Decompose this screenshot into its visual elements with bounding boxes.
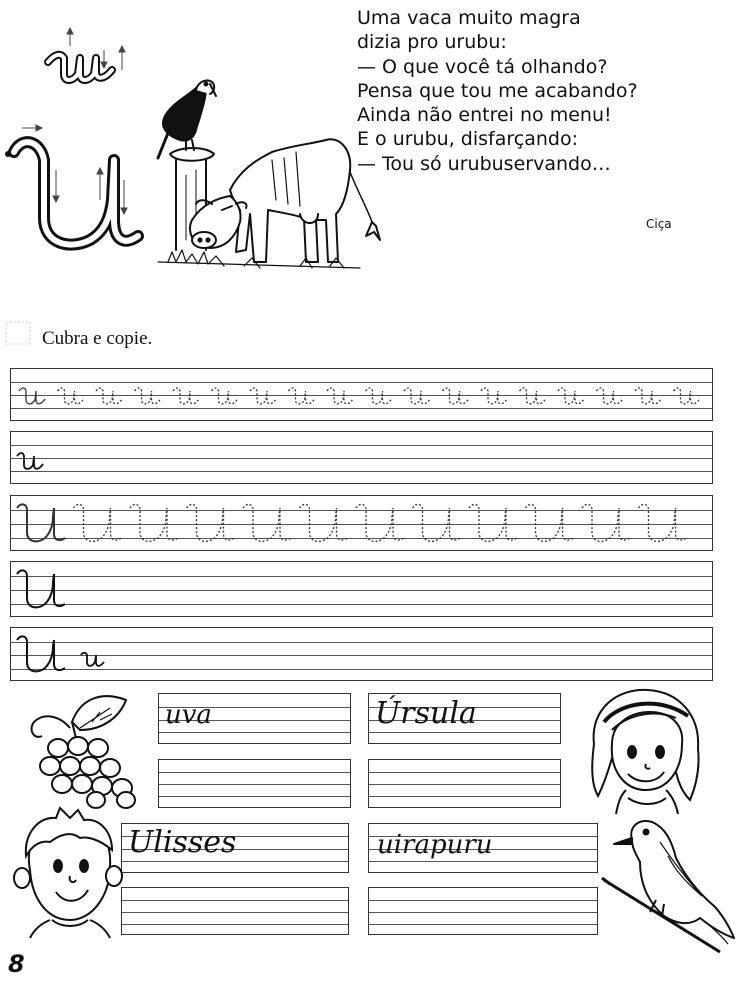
instruction-text: Cubra e copie. bbox=[42, 328, 153, 349]
copy-box-ulisses[interactable] bbox=[121, 887, 349, 935]
word-ulisses: Ulisses bbox=[128, 825, 237, 860]
traced-lowercase-u bbox=[443, 388, 469, 404]
traced-lowercase-u bbox=[366, 388, 392, 404]
traced-lowercase-u bbox=[404, 388, 430, 404]
traced-uppercase-u bbox=[130, 504, 178, 541]
traced-uppercase-u bbox=[300, 504, 348, 541]
practice-row-3[interactable] bbox=[10, 495, 713, 551]
word-uva: uva bbox=[165, 700, 212, 730]
traced-lowercase-u bbox=[212, 388, 238, 404]
traced-lowercase-u bbox=[674, 388, 700, 404]
traced-lowercase-u bbox=[481, 388, 507, 404]
traced-uppercase-u bbox=[526, 504, 574, 541]
poem-line: E o urubu, disfarçando: bbox=[357, 128, 578, 151]
word-box-ursula[interactable] bbox=[368, 693, 561, 744]
traced-lowercase-u bbox=[520, 388, 546, 404]
traced-uppercase-u bbox=[74, 504, 122, 541]
word-ursula: Úrsula bbox=[375, 696, 477, 731]
traced-lowercase-u bbox=[250, 388, 276, 404]
word-box-ulisses[interactable] bbox=[121, 823, 349, 873]
traced-uppercase-u bbox=[639, 504, 687, 541]
traced-lowercase-u bbox=[135, 388, 161, 404]
dotted-lowercase-u-trace bbox=[11, 369, 714, 422]
word-box-uva[interactable] bbox=[158, 693, 351, 744]
poem-line: — O que você tá olhando? bbox=[357, 55, 608, 78]
copy-box-ursula[interactable] bbox=[368, 759, 561, 808]
copy-box-uva[interactable] bbox=[158, 759, 351, 808]
poem-line: Uma vaca muito magra bbox=[357, 7, 581, 29]
traced-uppercase-u bbox=[413, 504, 461, 541]
practice-row-1[interactable] bbox=[10, 368, 713, 421]
poem-line: Ainda não entrei no menu! bbox=[357, 104, 612, 127]
page-number: 8 bbox=[8, 950, 25, 978]
practice-row-5[interactable] bbox=[10, 627, 713, 681]
practice-row-2[interactable] bbox=[10, 431, 713, 484]
practice-row-4[interactable] bbox=[10, 561, 713, 617]
traced-uppercase-u bbox=[243, 504, 291, 541]
traced-uppercase-u bbox=[469, 504, 517, 541]
traced-lowercase-u bbox=[327, 388, 353, 404]
traced-lowercase-u bbox=[558, 388, 584, 404]
poem-text bbox=[357, 6, 638, 176]
traced-lowercase-u bbox=[58, 388, 84, 404]
traced-lowercase-u bbox=[173, 388, 199, 404]
poem-line: dizia pro urubu: bbox=[357, 31, 507, 54]
word-box-uirapuru[interactable] bbox=[368, 823, 598, 873]
dotted-uppercase-u-trace bbox=[11, 496, 714, 552]
uppercase-and-lowercase-u-model bbox=[11, 628, 131, 682]
traced-uppercase-u bbox=[187, 504, 235, 541]
traced-lowercase-u bbox=[635, 388, 661, 404]
poem-line: Pensa que tou me acabando? bbox=[357, 79, 638, 102]
copy-box-uirapuru[interactable] bbox=[368, 887, 598, 935]
traced-uppercase-u bbox=[17, 504, 65, 541]
traced-uppercase-u bbox=[356, 504, 404, 541]
traced-lowercase-u bbox=[96, 388, 122, 404]
poem-line: — Tou só urubuservando… bbox=[357, 152, 611, 175]
traced-lowercase-u bbox=[289, 388, 315, 404]
traced-uppercase-u bbox=[582, 504, 630, 541]
traced-lowercase-u bbox=[19, 388, 45, 404]
word-uirapuru: uirapuru bbox=[377, 830, 493, 860]
traced-lowercase-u bbox=[597, 388, 623, 404]
uppercase-u-model bbox=[11, 562, 81, 618]
poem-author: Ciça bbox=[646, 217, 672, 231]
instruction-marker-icon bbox=[4, 320, 34, 350]
lowercase-u-model bbox=[11, 432, 71, 485]
